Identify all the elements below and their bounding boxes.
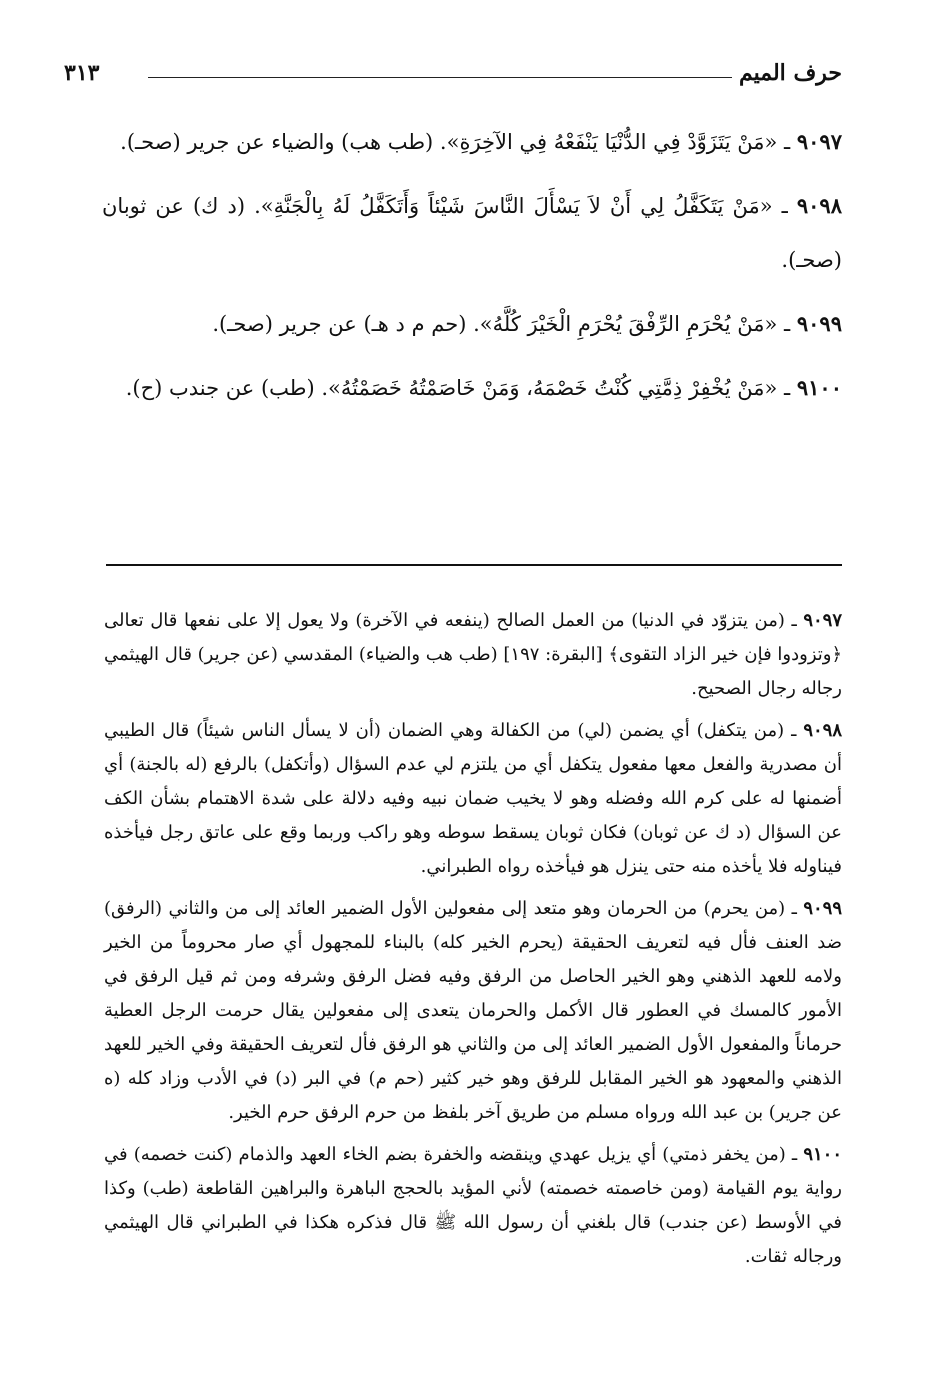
commentary-number: ٩٠٩٩ <box>803 898 842 919</box>
commentary-dash: ـ <box>791 720 797 741</box>
hadith-number: ٩٠٩٨ <box>796 193 842 218</box>
commentary-entry <box>104 604 842 706</box>
header-rule <box>148 77 732 78</box>
hadith-number: ٩١٠٠ <box>796 375 842 400</box>
commentary-entry <box>104 714 842 884</box>
hadith-text: «مَنْ يُخْفِرْ ذِمَّتِي كُنْتُ خَصْمَهُ، وَمَنْ خَاصَمْتُهُ خَصَمْتُهُ». (طب) عن جندب (ح). <box>125 376 778 400</box>
footnote-separator <box>106 564 842 566</box>
commentary-text: (من يتكفل) أي يضمن (لي) من الكفالة وهي الضمان (أن لا يسأل الناس شيئاً) قال الطيبي أن مصدرية والفعل معها مفعول يتكفل أي من يلتزم لي عدم السؤال (وأتكفل) بالرفع (له بالجنة) أي أضمنها له على كرم الله وفضله وهو لا يخيب ضمان نبيه وفيه دلالة على شدة الاهتمام بشأن الكف عن السؤال (د ك عن ثوبان) فكان ثوبان يسقط سوطه وهو راكب وربما وقع على عاتق رجل فيأخذه فيناوله فلا يأخذه منه حتى ينزل هو فيأخذه رواه الطبراني. <box>104 720 842 877</box>
commentary-dash: ـ <box>791 610 797 631</box>
running-header <box>64 58 842 92</box>
commentary-number: ٩١٠٠ <box>803 1144 843 1165</box>
hadith-text: «مَنْ يُحْرَمِ الرِّفْقَ يُحْرَمِ الْخَيْرَ كُلَّهُ». (حم م د هـ) عن جرير (صحـ). <box>212 312 778 336</box>
chapter-title: حرف الميم <box>738 60 842 86</box>
hadith-dash: ـ <box>784 376 791 400</box>
commentary-dash: ـ <box>791 898 797 919</box>
hadith-entry <box>102 115 842 169</box>
commentary-number: ٩٠٩٧ <box>803 610 842 631</box>
hadith-dash: ـ <box>784 312 791 336</box>
hadith-entry <box>102 361 842 415</box>
hadith-dash: ـ <box>784 130 791 154</box>
commentary-entry <box>104 1138 842 1274</box>
hadith-text: «مَنْ يَتَكَفَّلُ لِي أَنْ لاَ يَسْأَلَ النَّاسَ شَيْئاً وَأَتَكَفَّلُ لَهُ بِالْجَنَّةِ». (د ك) عن ثوبان (صحـ). <box>102 194 842 272</box>
page-number: ٣١٣ <box>64 60 100 86</box>
commentary-entry <box>104 892 842 1130</box>
hadith-entry <box>102 297 842 351</box>
commentary-dash: ـ <box>791 1144 798 1165</box>
commentary-text: (من يخفر ذمتي) أي يزيل عهدي وينقضه والخفرة بضم الخاء العهد والذمام (كنت خصمه) في رواية يوم القيامة (ومن خاصمته خصمته) لأني المؤيد بالحجج الباهرة والبراهين القاطعة (طب) وكذا في الأوسط (عن جندب) قال بلغني أن رسول الله ﷺ قال فذكره هكذا في الطبراني قال الهيثمي ورجاله ثقات. <box>104 1144 842 1267</box>
commentary-section <box>104 604 842 1282</box>
hadith-number: ٩٠٩٩ <box>796 311 842 336</box>
commentary-text: (من يتزوّد في الدنيا) من العمل الصالح (ينفعه في الآخرة) ولا يعول إلا على نفعها قال تعالى ﴿وتزودوا فإن خير الزاد التقوى﴾ [البقرة: ١٩٧] (طب هب والضياء) المقدسي (عن جرير) قال الهيثمي رجاله رجال الصحيح. <box>103 610 842 699</box>
commentary-number: ٩٠٩٨ <box>803 720 842 741</box>
commentary-text: (من يحرم) من الحرمان وهو متعد إلى مفعولين الأول الضمير العائد إلى من والثاني (الرفق) ضد العنف فأل فيه لتعريف الحقيقة (يحرم الخير كله) بالبناء للمجهول أي صار محروماً من الخير ولامه للعهد الذهني وهو الخير الحاصل من الرفق وفيه فضل الرفق وشرفه ومن ثم قيل الرفق في الأمور كالمسك في العطور قال الأكمل والحرمان يتعدى إلى مفعولين يقال حرمت الرجل العطية حرماناً والمفعول الأول الضمير العائد إلى من والثاني هو الرفق فأل لتعريف الحقيقة وفي الخير للعهد الذهني والمعهود هو الخير المقابل للرفق وهو خير كثير (حم م) في البر (د) في الأدب وزاد كله (ه عن جرير) بن عبد الله ورواه مسلم من طريق آخر بلفظ من حرم الرفق حرم الخير. <box>104 898 843 1123</box>
hadith-section <box>102 115 842 425</box>
hadith-entry <box>102 179 842 287</box>
hadith-dash: ـ <box>781 194 788 218</box>
hadith-number: ٩٠٩٧ <box>796 129 842 154</box>
hadith-text: «مَنْ يَتَزَوَّدْ فِي الدُّنْيَا يَنْفَعْهُ فِي الآخِرَةِ». (طب هب) والضياء عن جرير (صحـ). <box>120 130 778 154</box>
